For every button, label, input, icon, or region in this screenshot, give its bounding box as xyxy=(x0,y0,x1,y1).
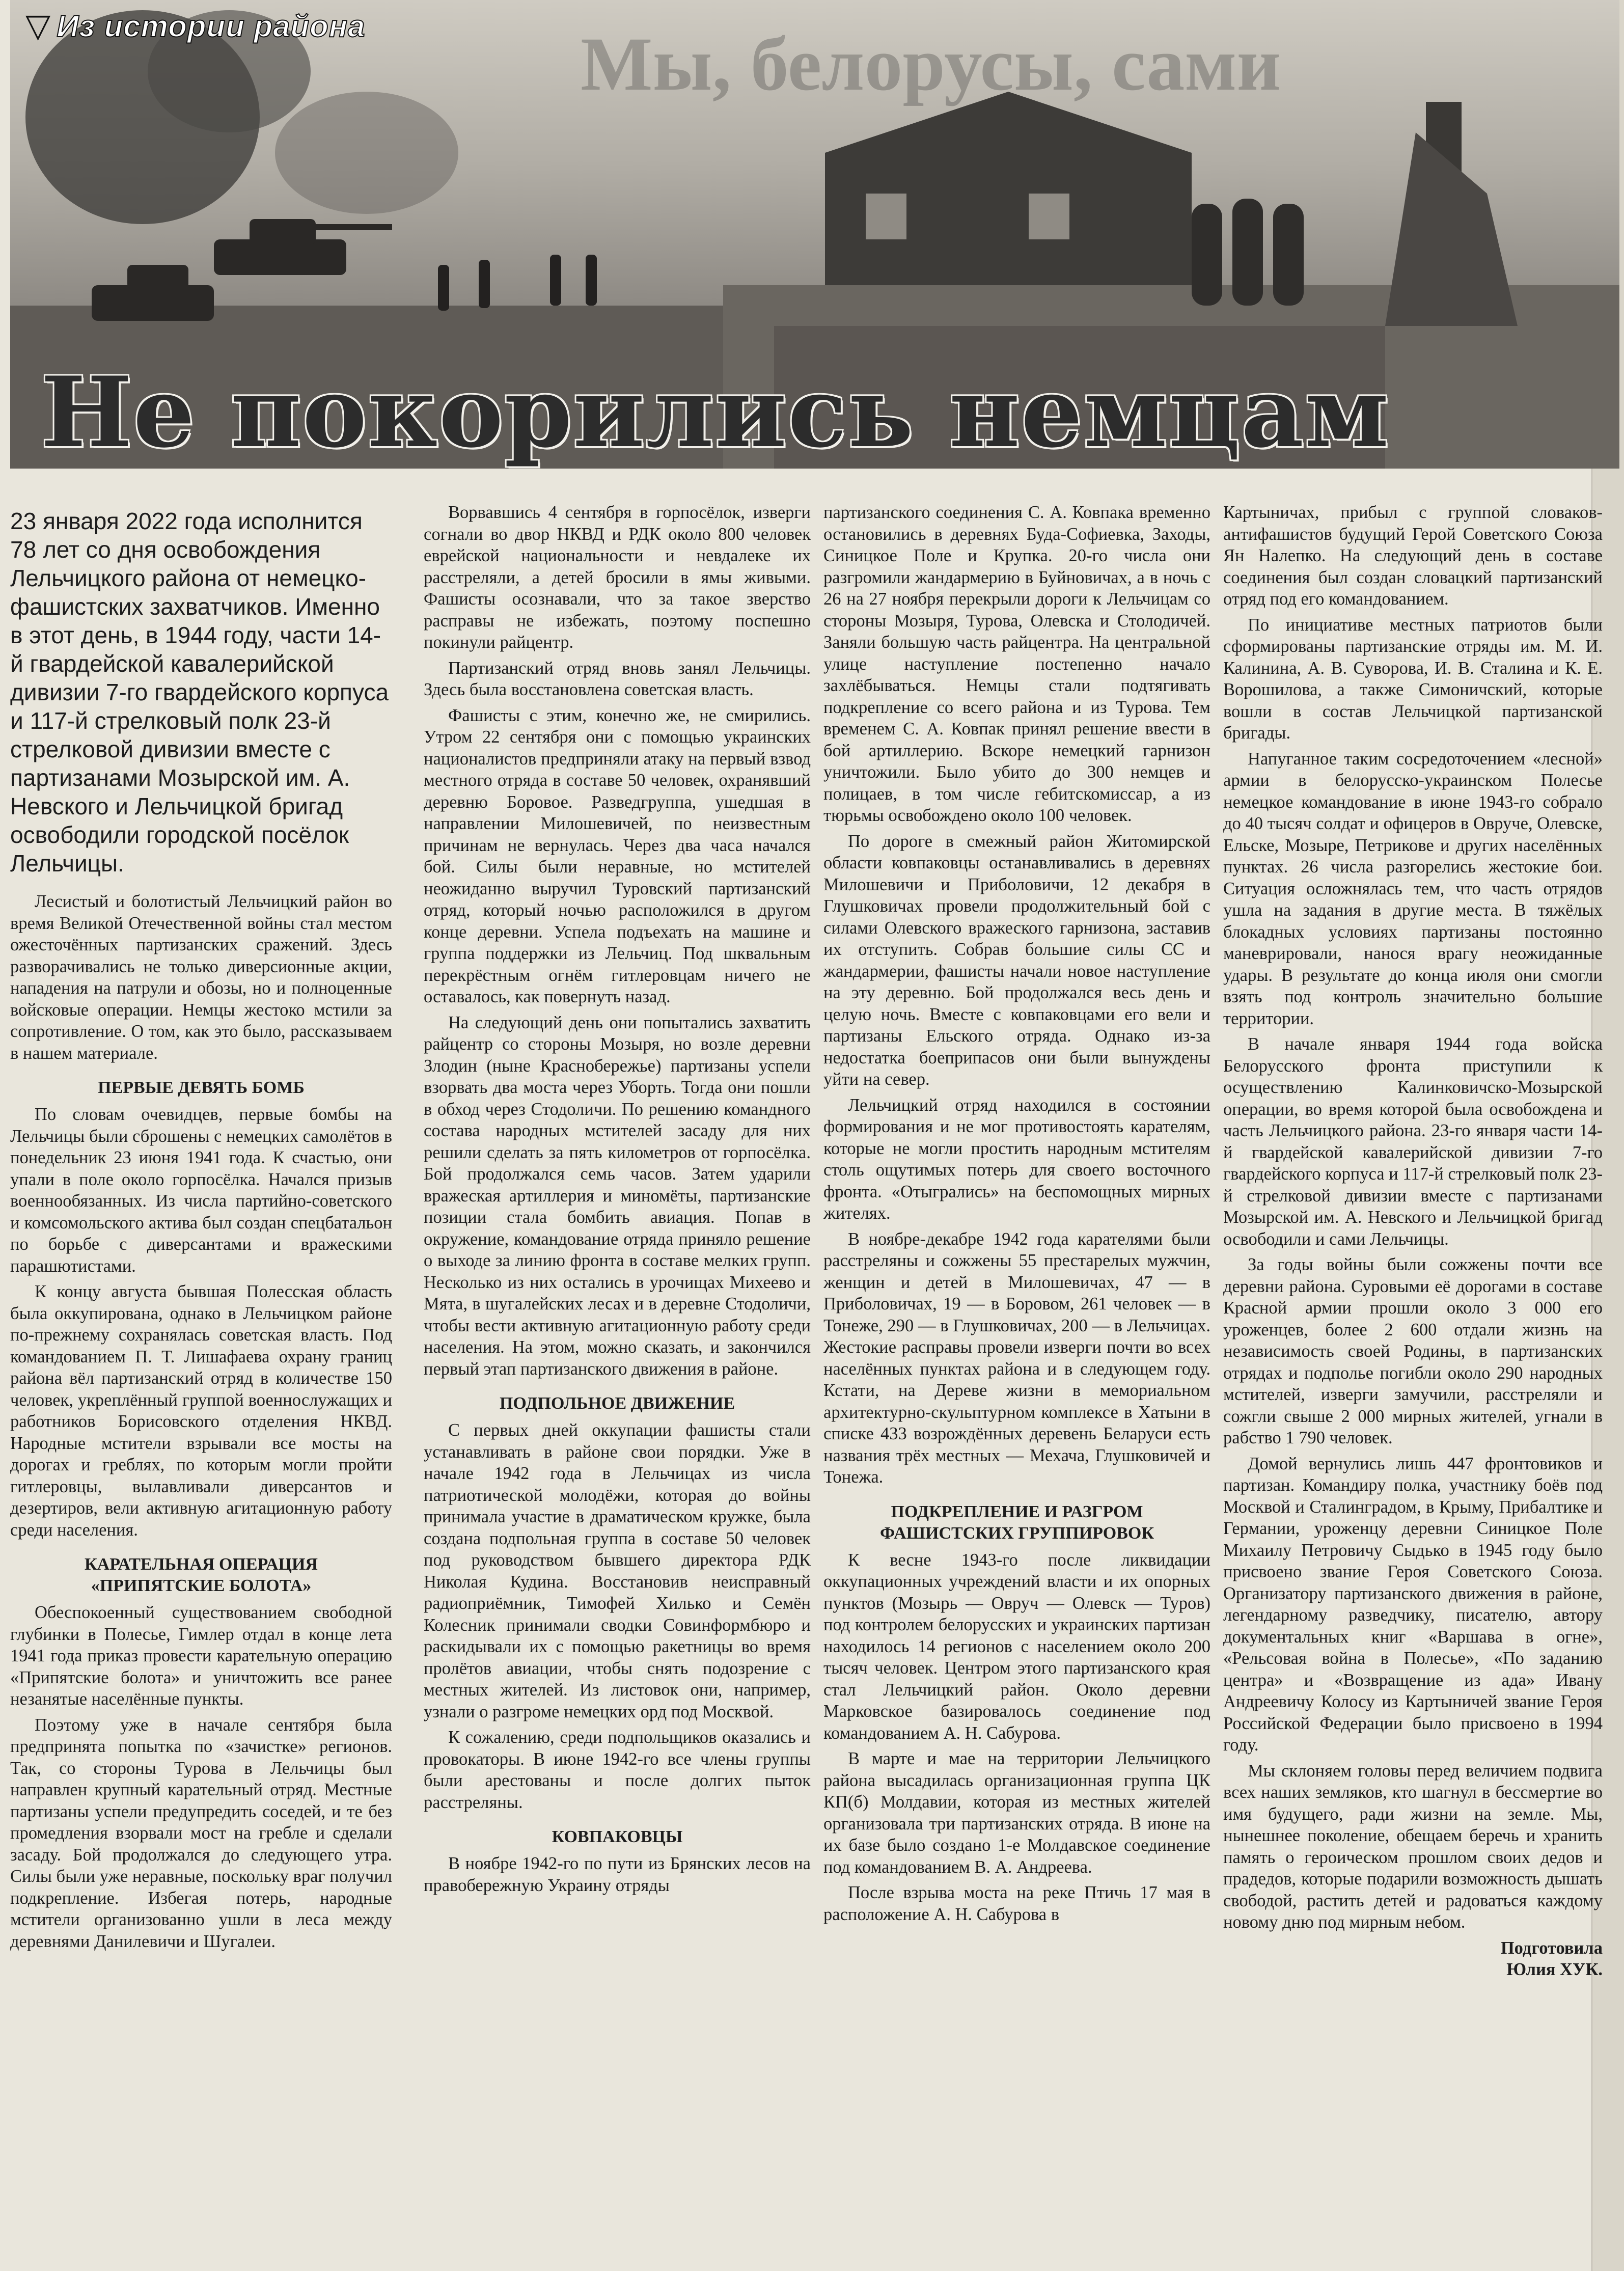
paragraph: Лесистый и болотистый Лельчицкий район во время Великой Отечественной войны стал местом ожесточённых партизанских сражений. Здесь разворачивались не только диверсионные акции, нападения на патрули и обозы, но и полноценные войсковые операции. Немцы жестоко мстили за сопротивление. О том, как это было, рассказываем в нашем материале. xyxy=(10,892,392,1063)
paragraph: К концу августа бывшая Полесская область была оккупирована, однако в Лельчицком районе по-прежнему сохранялась советская власть. Под командованием П. Т. Лишафаева охрану границ района вёл партизанский отряд в количестве 150 человек, укреплённый группой военнослужащих и работников Борисовского отделения НКВД. Народные мстители взрывали все мосты на дорогах и греблях, по которым могли пройти гитлеровцы, вылавливали диверсантов и дезертиров, вели активную агитационную работу среди населения. xyxy=(10,1282,392,1540)
column-3 xyxy=(823,502,1210,2254)
paragraph: В ноябре-декабре 1942 года карателями были расстреляны и сожжены 55 престарелых мужчин, женщин и детей в Милошевичах, 47 — в Приболовичах, 19 — в Боровом, 261 человек — в Тонеже, 290 — в Глушковичах, 200 — в Лельчицах. Жестокие расправы провели изверги почти во всех населённых пунктах района и в следующем году. Кстати, на Дереве жизни в мемориальном архитектурно-скульптурном комплексе в Хатыни в списке 433 возрождённых деревень Беларуси есть названия трёх местных — Мехача, Глушковичей и Тонежа. xyxy=(823,1229,1210,1487)
subheading xyxy=(10,1554,392,1597)
paragraph: По инициативе местных патриотов были сформированы партизанские отряды им. М. И. Калинина, А. В. Суворова, И. В. Сталина и К. Е. Ворошилова, а также Симоничский, которые вошли в состав Лельчицкой партизанской бригады. xyxy=(1223,615,1603,743)
paragraph: Картыничах, прибыл с группой словаков-антифашистов будущий Герой Советского Союза Ян Налепко. На следующий день в составе соединения был создан словацкий партизанский отряд под его командованием. xyxy=(1223,503,1603,609)
paragraph: После взрыва моста на реке Птичь 17 мая в расположение А. Н. Сабурова в xyxy=(823,1883,1210,1924)
paragraph: Домой вернулись лишь 447 фронтовиков и партизан. Командиру полка, участнику боёв под Москвой и Сталинградом, в Крыму, Прибалтике и Германии, уроженцу деревни Синицкое Поле Михаилу Петровичу Сыдько в 1945 году было присвоено звание Героя Советского Союза. Организатору партизанского движения в районе, легендарному разведчику, писателю, автору документальных книг «Варшава в огне», «Рельсовая война в Полесье», «По заданию центра» и «Возвращение из ада» Ивану Андреевичу Колосу из Картыничей звание Героя Российской Федерации было присвоено в 1994 году. xyxy=(1223,1454,1603,1755)
paragraph: К сожалению, среди подпольщиков оказались и провокаторы. В июне 1942-го все члены группы были арестованы и после долгих пыток расстреляны. xyxy=(424,1728,811,1812)
subheading-line-2: ФАШИСТСКИХ ГРУППИРОВОК xyxy=(880,1523,1154,1543)
paragraph: Поэтому уже в начале сентября была предпринята попытка по «зачистке» регионов. Так, со стороны Турова в Лельчицы был направлен крупный карательный отряд. Местные партизаны успели предупредить соседей, и те без промедления взорвали мост на гребле и сделали засаду. Бой продолжался до следующего утра. Силы были уже неравные, поскольку враг получил подкрепление. Избегая потерь, народные мстители организованно ушли в леса между деревнями Данилевичи и Шугалеи. xyxy=(10,1715,392,1951)
subheading-line-1: ПОДКРЕПЛЕНИЕ И РАЗГРОМ xyxy=(891,1502,1143,1521)
section-rubric xyxy=(25,8,365,44)
column-4 xyxy=(1223,502,1603,2254)
paragraph: За годы войны были сожжены почти все деревни района. Суровыми её дорогами в составе Красной армии прошли около 3 000 его уроженцев, более 2 600 отдали жизнь на независимость своей Родины, в партизанских отрядах и подполье погибли около 290 народных мстителей, изверги замучили, расстреляли и сожгли свыше 2 000 мирных жителей, угнали в рабство 1 790 человек. xyxy=(1223,1255,1603,1447)
signature-author: Юлия ХУК. xyxy=(1506,1960,1603,1979)
paragraph: К весне 1943-го после ликвидации оккупационных учреждений власти и их опорных пунктов (Мозырь — Овруч — Олевск — Туров) под контролем белорусских и украинских партизан находилось 14 регионов с населением около 200 тысяч человек. Центром этого партизанского края стал Лельчицкий район. Около деревни Марковское базировалось соединение под командованием А. Н. Сабурова. xyxy=(823,1550,1210,1743)
paragraph: В ноябре 1942-го по пути из Брянских лесов на правобережную Украину отряды xyxy=(424,1854,811,1895)
column-2 xyxy=(424,502,811,2254)
paragraph: Лельчицкий отряд находился в состоянии формирования и не мог противостоять карателям, которые не могли простить народным мстителям столь ощутимых потерь для своего восточного фронта. «Отыгрались» на беспомощных мирных жителях. xyxy=(823,1095,1210,1223)
bleed-through-title: Мы, белорусы, сами xyxy=(581,22,1281,106)
paragraph: Партизанский отряд вновь занял Лельчицы. Здесь была восстановлена советская власть. xyxy=(424,658,811,699)
subheading: ПЕРВЫЕ ДЕВЯТЬ БОМБ xyxy=(98,1078,305,1097)
rubric-label: Из истории района xyxy=(57,9,366,43)
paragraph: На следующий день они попытались захватить райцентр со стороны Мозыря, но возле деревни Злодин (ныне Краснобережье) партизаны успели взорвать два моста через Уборть. Тогда они пошли в обход через Стодоличи. По решению командного состава народных мстителей засаду для них решили сделать за пять километров от горпосёлка. Бой продолжался семь часов. Затем ударили вражеская артиллерия и миномёты, партизанские позиции стала бомбить авиация. Попав в окружение, командование отряда приняло решение о выходе за линию фронта в составе мелких групп. Несколько из них остались в урочищах Михеево и Мята, в шугалейских лесах и в деревне Стодоличи, чтобы вести активную агитационную работу среди населения. На этом, можно сказать, и закончился первый этап партизанского движения в районе. xyxy=(424,1013,811,1379)
subheading: КОВПАКОВЦЫ xyxy=(552,1827,683,1846)
author-signature xyxy=(1223,1937,1603,1981)
subheading xyxy=(823,1501,1210,1544)
paragraph: Мы склоняем головы перед величием подвига всех наших земляков, кто шагнул в бессмертие во имя будущего, ради жизни на земле. Мы, нынешнее поколение, обещаем беречь и хранить память о героическом прошлом своих дедов и прадедов, которые подарили возможность дышать свободой, растить детей и радоваться каждому новому дню под мирным небом. xyxy=(1223,1761,1603,1932)
paragraph: Напуганное таким сосредоточением «лесной» армии в белорусско-украинском Полесье немецкое командование в июне 1943-го собрало до 40 тысяч солдат и офицеров в Овруче, Олевске, Ельске, Мозыре, Петрикове и других населённых пунктах. 26 числа разгорелись жестокие бои. Ситуация осложнялась тем, что часть отрядов ушла на задания в другие места. В тяжёлых блокадных условиях партизаны постоянно маневрировали, нанося врагу неожиданные удары. В результате до конца июля они смогли взять под контроль значительно большие территории. xyxy=(1223,749,1603,1028)
article-headline: Не покорились немцам xyxy=(41,355,1390,469)
paragraph: Фашисты с этим, конечно же, не смирились. Утром 22 сентября они с помощью украинских националистов предприняли атаку на первый взвод местного отряда в составе 50 человек, охранявший деревню Боровое. Разведгруппа, ушедшая в направлении Милошевичей, по неизвестным причинам не вернулась. Через два часа начался бой. Силы были неравные, но мстителей неожиданно выручил Туровский партизанский отряд, который ночью расположился в другом конце деревни. Успела подъехать на машине и группа поддержки из Лельчиц. Под шквальным перекрёстным огнём гитлеровцам ничего не оставалось, как повернуть назад. xyxy=(424,705,811,1006)
paragraph: Ворвавшись 4 сентября в горпосёлок, изверги согнали во двор НКВД и РДК около 800 человек еврейской национальности и невдалеке их расстреляли, а детей бросили в ямы живыми. Фашисты осознавали, что за такое зверство расправы не избежать, поэтому поспешно покинули райцентр. xyxy=(424,503,811,652)
article-lead: 23 января 2022 года исполнится 78 лет со дня освобождения Лельчицкого района от немецко-фашистских захватчиков. Именно в этот день, в 1944 году, части 14-й гвардейской кавалерийской дивизии 7-го гвардейского корпуса и 117-й стрелковый полк 23-й стрелковой дивизии вместе с партизанами Мозырской им. А. Невского и Лельчицкой бригад освободили городской посёлок Лельчицы. xyxy=(10,508,389,877)
paragraph: В марте и мае на территории Лельчицкого района высадилась организационная группа ЦК КП(б) Молдавии, которая из местных жителей организовала три партизанских отряда. В июне на их базе было создано 1-е Молдавское соединение под командованием В. А. Андреева. xyxy=(823,1749,1210,1877)
paragraph: партизанского соединения С. А. Ковпака временно остановились в деревнях Буда-Софиевка, Заходы, Синицкое Поле и Крупка. 20-го числа они разгромили жандармерию в Буйновичах, а в ночь с 26 на 27 ноября перекрыли дороги к Лельчицам со стороны Мозыря, Турова, Олевска и Столодичей. Заняли большую часть райцентра. На центральной улице наступление постепенно начало захлёбываться. Немцы стали подтягивать подкрепление со всего района и из Турова. Тем временем С. А. Ковпак принял решение ввести в бой артиллерию. Вскоре немецкий гарнизон уничтожили. Было убито до 300 немцев и полицаев, в том числе гебитскомиссар, а из тюрьмы освобождено около 100 человек. xyxy=(823,503,1210,825)
subheading-line-1: КАРАТЕЛЬНАЯ ОПЕРАЦИЯ xyxy=(85,1555,318,1574)
subheading: ПОДПОЛЬНОЕ ДВИЖЕНИЕ xyxy=(499,1394,735,1413)
triangle-down-icon: ▽ xyxy=(25,7,51,45)
paragraph: По словам очевидцев, первые бомбы на Лельчицы были сброшены с немецких самолётов в понедельник 23 июня 1941 года. К счастью, они упали в поле около горпосёлка. Начался призыв военнообязанных. Из числа партийно-советского и комсомольского актива был создан спецбатальон по борьбе с диверсантами и вражескими парашютистами. xyxy=(10,1105,392,1276)
paragraph: По дороге в смежный район Житомирской области ковпаковцы останавливались в деревнях Милошевичи и Приболовичи, 12 декабря в Глушковичах провели продолжительный бой с силами Олевского вражеского гарнизона, заставив их отступить. Собрав большие силы СС и жандармерии, фашисты начали новое наступление на эту деревню. Бой продолжался весь день и целую ночь. Вместе с ковпаковцами его вели и партизаны Ельского отряда. Однако из-за недостатка боеприпасов они были вынуждены уйти на север. xyxy=(823,831,1210,1089)
paragraph: В начале января 1944 года войска Белорусского фронта приступили к осуществлению Калинковичско-Мозырской операции, во время которой была освобождена и часть Лельчицкого района. 23-го января части 14-й гвардейской кавалерийской дивизии 7-го гвардейского корпуса и 117-й стрелковый полк 23-й стрелковой дивизии вместе с партизанами Мозырской им. А. Невского и Лельчицкой бригад освободили и сами Лельчицы. xyxy=(1223,1034,1603,1249)
signature-label: Подготовила xyxy=(1500,1938,1603,1958)
hero-photo xyxy=(10,0,1619,469)
paragraph: Обеспокоенный существованием свободной глубинки в Полесье, Гимлер отдал в конце лета 1941 года приказ провести карательную операцию «Припятские болота» и уничтожить все ранее незанятые населённые пункты. xyxy=(10,1603,392,1709)
column-1 xyxy=(10,502,392,2254)
subheading-line-2: «ПРИПЯТСКИЕ БОЛОТА» xyxy=(91,1576,312,1595)
paragraph: С первых дней оккупации фашисты стали устанавливать в районе свои порядки. Уже в начале 1942 года в Лельчицах из числа патриотической молодёжи, которая до войны принимала участие в драматическом кружке, была создана подпольная группа в составе 50 человек под руководством бывшего директора РДК Николая Кудина. Восстановив неисправный радиоприёмник, Тимофей Хилько и Семён Колесник принимали сводки Совинформбюро и раскидывали их с помощью ракетницы во время пролётов авиации, чтобы снять подозрение с местных жителей. Из листовок они, например, узнали о разгроме немецких орд под Москвой. xyxy=(424,1420,811,1721)
